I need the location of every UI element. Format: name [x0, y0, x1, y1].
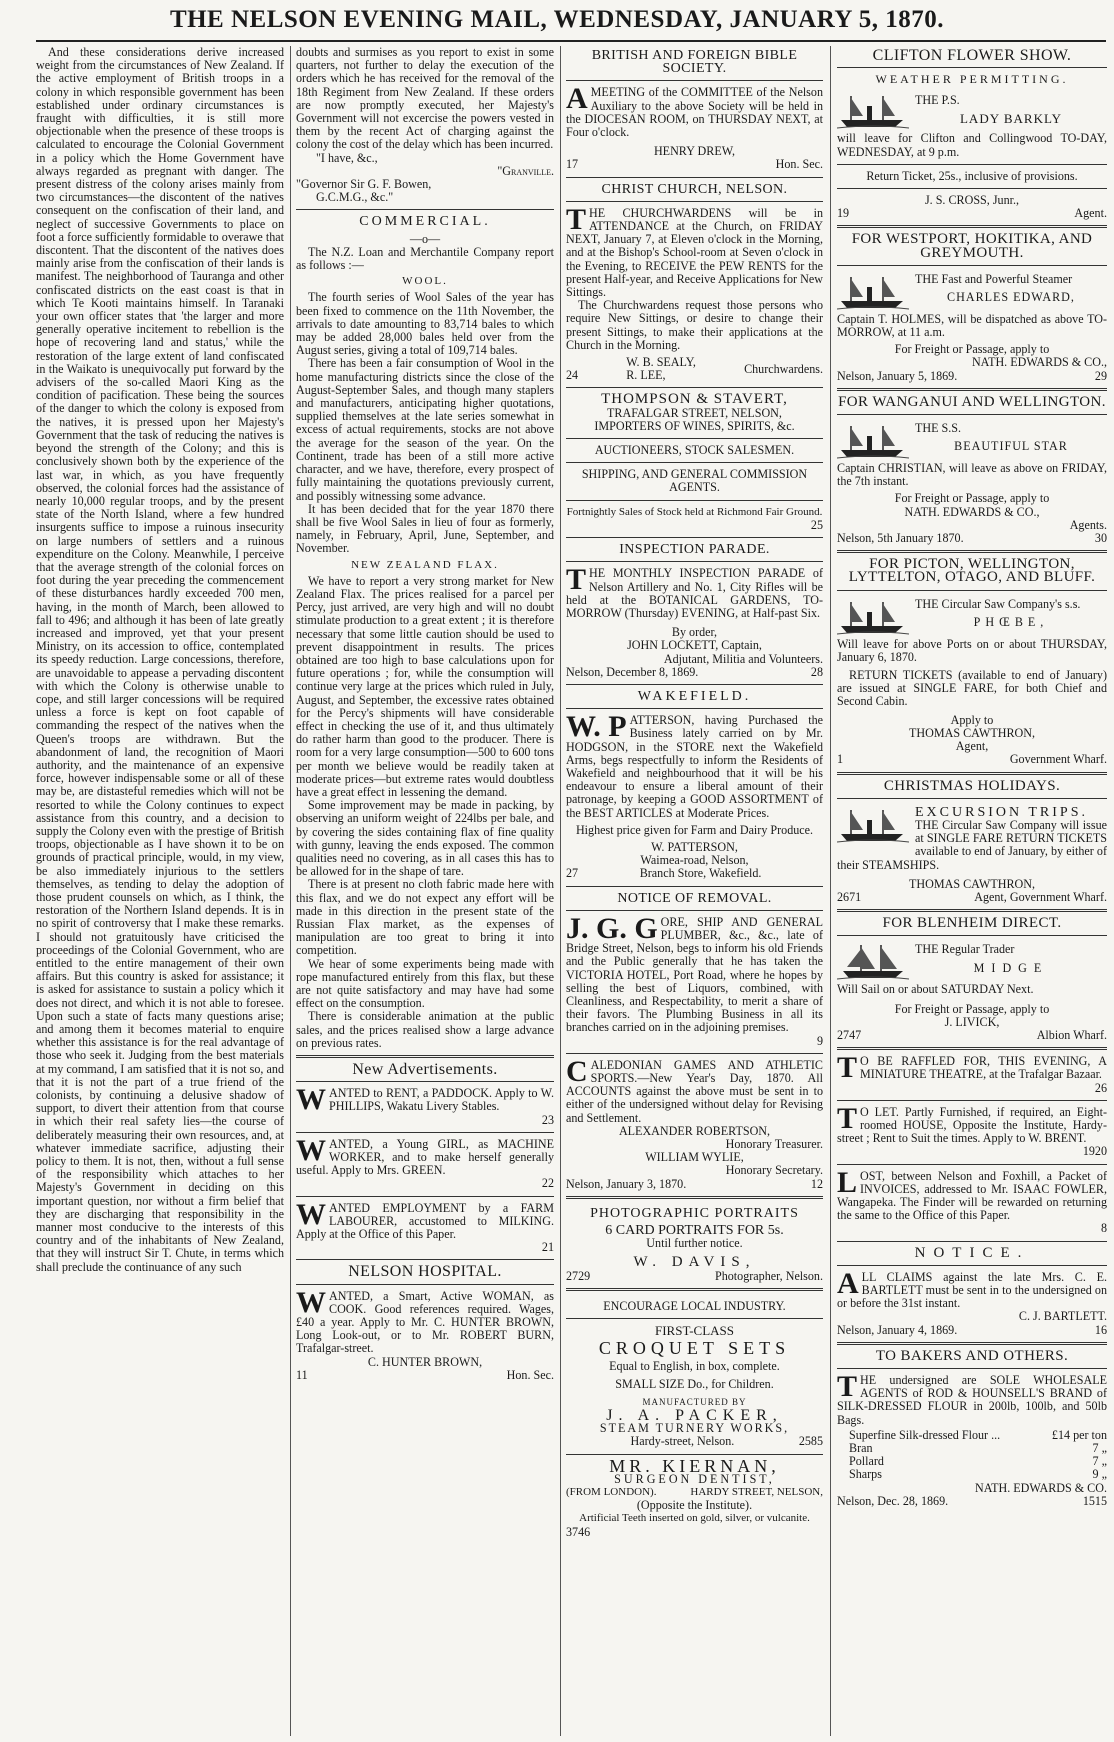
price-item: Sharps [849, 1467, 882, 1482]
ad-address: Branch Store, Wakefield. [639, 866, 762, 881]
ad-line: Highest price given for Farm and Dairy Produce. [575, 822, 814, 837]
divider [296, 1081, 554, 1082]
addressee: "Governor Sir G. F. Bowen, [296, 177, 432, 192]
divider [566, 537, 823, 538]
ad-text: OST, between Nelson and Foxhill, a Packet of INVOICES, addressed to Mr. ISAAC FOWLER, Wangapeka. The Finder will be rewarded on returning the same to the Office of this Paper. [837, 1169, 1107, 1223]
divider [566, 462, 823, 463]
inspection-heading: INSPECTION PARADE. [619, 542, 770, 558]
ad-text: O LET. Partly Furnished, if required, an Eight-roomed HOUSE, Opposite the Institute, Hardy-street ; Rent to Suit the times. Apply to W. BRENT. [837, 1105, 1107, 1146]
ad-address: Hardy-street, Nelson. [630, 1434, 735, 1449]
divider [837, 798, 1107, 799]
divider [837, 164, 1107, 165]
drop-cap: T [566, 206, 587, 236]
drop-cap: W. P [566, 714, 627, 744]
ad-number: 2585 [798, 1434, 823, 1449]
ad-text: O BE RAFFLED FOR, THIS EVENING, A MINIATURE THEATRE, at the Trafalgar Bazaar. [860, 1055, 1107, 1082]
price-value: 9 „ [1092, 1467, 1107, 1482]
flax-paragraph: We hear of some experiments being made with rope manufactured entirely from this flax, but these are not quite satisfactory and may have had some effect on the consumption. [296, 956, 554, 1011]
wool-paragraph: It has been decided that for the year 1870 there shall be five Wool Sales in lieu of four as formerly, namely, in February, April, June, September, and November. [296, 501, 554, 556]
ad-date: Nelson, January 5, 1869. [837, 368, 958, 383]
ad-line: Until further notice. [646, 1236, 743, 1251]
ad-line: Equal to English, in box, complete. [609, 1359, 780, 1374]
ad-signature: C. HUNTER BROWN, [367, 1354, 483, 1369]
drop-cap: T [566, 567, 587, 597]
ad-wanganui [837, 420, 1107, 545]
ad-employment [296, 1202, 554, 1255]
ad-heading: MR. KIERNAN, [609, 1459, 780, 1476]
divider [837, 590, 1107, 591]
divider [296, 1196, 554, 1197]
ad-caledonian [566, 1059, 823, 1191]
price-value: £14 per ton [1051, 1427, 1107, 1442]
wakefield-heading: WAKEFIELD. [637, 688, 752, 704]
divider [837, 1100, 1107, 1101]
ad-line: SMALL SIZE Do., for Children. [615, 1376, 774, 1391]
ad-signature: JOHN LOCKETT, Captain, [627, 638, 762, 653]
divider [296, 1132, 554, 1133]
ad-to-let [837, 1106, 1107, 1159]
divider [566, 177, 823, 178]
price-item: Bran [849, 1441, 873, 1456]
blenheim-heading: FOR BLENHEIM DIRECT. [882, 915, 1062, 932]
divider [837, 772, 1107, 775]
ad-bakers [837, 1374, 1107, 1508]
clifton-heading: CLIFTON FLOWER SHOW. [872, 47, 1072, 64]
ad-address: Government Wharf. [1009, 752, 1107, 767]
divider [566, 886, 823, 887]
flax-paragraph: There is considerable animation at the public sales, and the prices realised show a large advance on previous rates. [296, 1009, 554, 1050]
ad-text: ATTERSON, having Purchased the Business lately carried on by Mr. HODGSON, in the STORE next the Wakefield Arms, begs respectfully to inform the Residents of Wakefield and neighbourhood that it will be his endeavour to ensure a liberal amount of their patronage, by keeping a GOOD ASSORTMENT of the BEST ARTICLES at Moderate Prices. [566, 714, 823, 820]
hospital-heading: NELSON HOSPITAL. [348, 1263, 502, 1281]
ad-number: 11 [296, 1367, 308, 1382]
drop-cap: W [296, 1289, 326, 1319]
flax-heading: NEW ZEALAND FLAX. [351, 558, 499, 571]
bakers-heading: TO BAKERS AND OTHERS. [875, 1347, 1069, 1364]
ad-text: HE CHURCHWARDENS will be in ATTENDANCE at the Church, on FRIDAY NEXT, January 7, at Eleven o'clock in the Morning, and at the Bishop's School-room at Seven o'clock in the Evening, to RECEIVE the PEW RENTS for the present Half-year, and Receive Applications for New Sittings. [566, 206, 823, 300]
divider [837, 388, 1107, 391]
ad-line: STEAM TURNERY WORKS, [599, 1421, 790, 1436]
ship-name: PHŒBE, [973, 614, 1049, 629]
divider [837, 67, 1107, 68]
ad-westport [837, 271, 1107, 383]
ad-text: The Churchwardens request those persons who require New Sittings, or desire to change their present Sittings, to make their applications at the Church in the Morning. [566, 298, 823, 352]
divider [837, 265, 1107, 266]
ad-christ-church [566, 207, 823, 383]
ship-name: LADY BARKLY [959, 110, 1063, 126]
notice-heading: NOTICE. [914, 1244, 1030, 1261]
divider [296, 1055, 554, 1058]
divider [296, 209, 554, 210]
ad-text: Will Sail on or about SATURDAY Next. [837, 982, 1034, 997]
ad-paddock [296, 1087, 554, 1127]
ad-title: Churchwardens. [744, 361, 823, 376]
church-heading: CHRIST CHURCH, NELSON. [601, 181, 788, 197]
divider [566, 201, 823, 202]
flax-paragraph: Some improvement may be made in packing, by observing an uniform weight of 224lbs per bale, and by covering the sides containing flax of fine quality with gunny, leaving the ends exposed. The common qualities need no covering, as in all cases this has to be allowed for in the shape of tare. [296, 798, 554, 879]
ad-line: Return Ticket, 25s., inclusive of provisions. [866, 168, 1078, 183]
column-3 [566, 46, 823, 1736]
divider [837, 1265, 1107, 1266]
removal-heading: NOTICE OF REMOVAL. [617, 890, 772, 906]
ad-number: 19 [837, 206, 850, 221]
bible-heading: BRITISH AND FOREIGN BIBLE SOCIETY. [591, 48, 798, 77]
divider [837, 1164, 1107, 1165]
sailing-ship-icon [837, 943, 909, 981]
ad-line: FIRST-CLASS [655, 1323, 734, 1339]
ad-heading: ENCOURAGE LOCAL INDUSTRY. [603, 1298, 786, 1313]
steamship-icon [837, 422, 909, 460]
ad-title: Honorary Treasurer. [725, 1137, 823, 1152]
ad-dentist [566, 1460, 823, 1539]
divider [566, 1288, 823, 1291]
ad-number: 2747 [837, 1027, 862, 1042]
ad-title: Photographer, Nelson. [714, 1268, 823, 1283]
divider [296, 1284, 554, 1285]
ad-number: 23 [541, 1112, 554, 1127]
ad-line: For Freight or Passage, apply to [894, 491, 1050, 506]
divider [566, 708, 823, 709]
ad-text: RETURN TICKETS (available to end of January) are issued at SINGLE FARE, for both Chief and Second Cabin. [837, 668, 1107, 709]
ad-removal [566, 916, 823, 1048]
divider [566, 387, 823, 388]
drop-cap: W [296, 1137, 326, 1167]
ad-christmas [837, 804, 1107, 904]
divider [837, 414, 1107, 415]
ad-wakefield [566, 714, 823, 880]
ad-address: Waimea-road, Nelson, [640, 853, 749, 868]
ad-signature: J. A. PACKER, [606, 1407, 783, 1425]
christmas-heading: CHRISTMAS HOLIDAYS. [883, 777, 1061, 794]
ad-signature: NATH. EDWARDS & CO., [971, 355, 1107, 370]
column-divider [560, 46, 561, 1736]
ad-title: Agent, Government Wharf. [974, 889, 1107, 904]
ad-line: (FROM LONDON). [566, 1486, 657, 1499]
drop-cap: A [837, 1270, 859, 1300]
ad-date: Nelson, January 4, 1869. [837, 1322, 958, 1337]
ad-line: SHIPPING, AND GENERAL COMMISSION AGENTS. [581, 467, 808, 495]
ad-inspection-parade [566, 567, 823, 679]
ad-line: Artificial Teeth inserted on gold, silver, or vulcanite. [579, 1512, 810, 1525]
commercial-intro: The N.Z. Loan and Merchantile Company report as follows :— [296, 244, 554, 273]
price-item: Superfine Silk-dressed Flour ... [849, 1427, 1001, 1442]
ad-text: Captain T. HOLMES, will be dispatched as above TO-MORROW, at 11 a.m. [837, 311, 1107, 340]
drop-cap: W [296, 1201, 326, 1231]
ad-line: THE S.S. [915, 421, 962, 436]
signoff: "I have, &c., [316, 150, 378, 165]
divider [566, 910, 823, 911]
divider [566, 1454, 823, 1455]
ad-text: LL CLAIMS against the late Mrs. C. E. BARTLETT must be sent in to the undersigned on or before the 31st instant. [837, 1270, 1107, 1311]
divider [296, 1259, 554, 1260]
drop-cap: L [837, 1169, 858, 1199]
ad-raffle [837, 1055, 1107, 1095]
ad-signature: J. LIVICK, [944, 1014, 1000, 1029]
drop-cap: A [566, 86, 588, 116]
drop-cap: J. G. G [566, 915, 658, 945]
divider [837, 1342, 1107, 1345]
ad-heading: CROQUET SETS [598, 1338, 791, 1359]
price-row [849, 1468, 1107, 1481]
ad-address: HARDY STREET, NELSON, [690, 1486, 823, 1499]
divider [566, 684, 823, 685]
divider [566, 1053, 823, 1054]
price-table [837, 1429, 1107, 1482]
ad-address: TRAFALGAR STREET, NELSON, [607, 405, 782, 420]
price-item: Pollard [849, 1454, 884, 1469]
ad-text: ALEDONIAN GAMES AND ATHLETIC SPORTS.—New Year's Day, 1870. All ACCOUNTS against the above must be sent in to either of the undersigned without delay for Revising and Settlement. [566, 1058, 823, 1125]
ad-title: Agent, [955, 739, 989, 754]
price-row [849, 1455, 1107, 1468]
ad-picton [837, 596, 1107, 767]
ad-signature: WILLIAM WYLIE, [645, 1150, 744, 1165]
ad-number: 1920 [1082, 1144, 1107, 1159]
drop-cap: W [296, 1087, 326, 1117]
commercial-heading: COMMERCIAL. [359, 214, 491, 230]
ad-address: Albion Wharf. [1036, 1027, 1107, 1042]
divider [837, 225, 1107, 228]
ad-heading: EXCURSION TRIPS. [915, 804, 1088, 820]
new-ads-heading: New Advertisements. [352, 1061, 498, 1079]
steamship-icon [837, 598, 909, 636]
ad-signature: J. S. CROSS, Junr., [924, 193, 1020, 208]
ad-number: 8 [1100, 1221, 1107, 1236]
ad-number: 9 [816, 1033, 823, 1048]
ad-thompson-stavert [566, 393, 823, 532]
divider [566, 500, 823, 501]
divider [837, 550, 1107, 553]
ad-title: Adjutant, Militia and Volunteers. [663, 651, 823, 666]
flax-paragraph: We have to report a very strong market for New Zealand Flax. The prices realised for a parcel per Percy, just arrived, are very high and will no doubt stimulate production to a great extent ; it is therefore necessary that some little caution should be used to prevent disappointment in results. The prices obtained are too high to base calculations upon for future operations ; for, while the consumption will continue very large at the prices which ruled in July, August, and September, the excessive rates obtained for the Percy's shipments will have considerable effect in checking the use of it, and thus ultimately do rather harm than good to the producer. There is room for a very large consumption—500 to 600 tons per month we believe would be readily taken at moderate prices—but extreme rates would doubtless have a great effect in lessening the demand. [296, 573, 554, 799]
addressee-title: G.C.M.G., &c." [316, 190, 394, 205]
ad-bible-society [566, 86, 823, 171]
ad-line: AUCTIONEERS, STOCK SALESMEN. [594, 443, 795, 458]
divider [837, 935, 1107, 936]
steamship-icon [837, 273, 909, 311]
ad-signature: R. LEE, [626, 368, 666, 383]
flax-paragraph: There is at present no cloth fabric made here with this flax, and we do not expect any effort will be made in this direction in the present state of the Russian Flax market, as the expenses of manipulation are too great to bring it into competition. [296, 877, 554, 958]
wool-heading: WOOL. [402, 275, 448, 288]
ad-date: Nelson, December 8, 1869. [566, 664, 699, 679]
ad-number: 29 [1094, 368, 1107, 383]
ad-text: ANTED, a Young GIRL, as MACHINE WORKER, and to make herself generally useful. Apply to Mrs. GREEN. [296, 1137, 554, 1178]
divider [837, 1368, 1107, 1369]
ad-number: 12 [810, 1176, 823, 1191]
column-2 [296, 46, 554, 1736]
ornament: —o— [409, 231, 441, 246]
divider [566, 561, 823, 562]
ad-line: THE Regular Trader [915, 942, 1015, 957]
masthead: THE NELSON EVENING MAIL, WEDNESDAY, JANUARY 5, 1870. [169, 6, 945, 33]
divider [837, 1241, 1107, 1242]
ad-line: THE P.S. [915, 93, 960, 108]
ad-number: 2729 [566, 1268, 591, 1283]
ad-title: Hon. Sec. [775, 157, 823, 172]
divider [566, 1196, 823, 1199]
ad-photographic [566, 1204, 823, 1283]
drop-cap: T [837, 1374, 858, 1403]
drop-cap: T [837, 1105, 858, 1135]
divider [837, 1047, 1107, 1050]
ad-line: IMPORTERS OF WINES, SPIRITS, &c. [594, 418, 795, 433]
ad-text: Captain CHRISTIAN, will leave as above on FRIDAY, the 7th instant. [837, 461, 1107, 489]
ad-text: THE Circular Saw Company will issue at SINGLE FARE RETURN TICKETS available to end of January, by either of their STEAMSHIPS. [837, 817, 1107, 872]
ad-number: 17 [566, 157, 579, 172]
ad-signature: C. J. BARTLETT. [1018, 1309, 1107, 1324]
ad-title: Agent. [1074, 206, 1107, 221]
ad-line: (Opposite the Institute). [636, 1498, 753, 1513]
ad-number: 28 [810, 664, 823, 679]
ad-signature: W. PATTERSON, [651, 839, 738, 854]
divider [566, 1318, 823, 1319]
column-divider [830, 46, 831, 1736]
ad-signature: HENRY DREW, [653, 144, 736, 159]
wool-paragraph: There has been a fair consumption of Wool in the home manufacturing districts since the close of the August-September Sales, and though many staplers and manufacturers, anticipating higher quotations, supplied themselves at the late series somewhat in excess of actual requirements, stocks are not above the average for the season of the year. On the Continent, trade has been of a still more active character, and we have, therefore, every prospect of fully maintaining the quotations previously current, and possibly witnessing some advance. [296, 356, 554, 503]
divider [566, 80, 823, 81]
ad-number: 26 [1094, 1080, 1107, 1095]
drop-cap: C [566, 1058, 588, 1088]
drop-cap: T [837, 1055, 858, 1085]
ship-name: MIDGE [973, 960, 1049, 975]
ad-text: Will leave for above Ports on or about THURSDAY, January 6, 1870. [837, 636, 1107, 664]
ad-girl [296, 1138, 554, 1191]
ad-number: 2671 [837, 889, 862, 904]
wool-paragraph: The fourth series of Wool Sales of the year has been fixed to commence on the 11th November, the arrivals to date amounting to 83,714 bales to which may be added 28,000 bales held over from the August series, giving a total of 109,714 bales. [296, 290, 554, 358]
ad-signature: W. B. SEALY, [626, 355, 696, 370]
divider [837, 909, 1107, 912]
ad-title: Hon. Sec. [506, 1367, 554, 1382]
price-value: 7 „ [1092, 1454, 1107, 1469]
ad-text: ANTED EMPLOYMENT by a FARM LABOURER, accustomed to MILKING. Apply at the Office of this Paper. [296, 1201, 554, 1242]
ad-number: 24 [566, 368, 579, 383]
ad-line: For Freight or Passage, apply to [894, 342, 1050, 357]
westport-heading: FOR WESTPORT, HOKITIKA, AND GREYMOUTH. [851, 231, 1093, 261]
ad-text: HE undersigned are SOLE WHOLESALE AGENTS of ROD & HOUNSELL'S BRAND of SILK-DRESSED FLOUR in 200lb, 100lb, and 50lb Bags. [837, 1374, 1107, 1427]
signature: "Granville. [497, 163, 554, 178]
ad-line: Fortnightly Sales of Stock held at Richmond Fair Ground. [566, 505, 823, 518]
ad-signature: THOMAS CAWTHRON, [908, 725, 1035, 740]
price-row [849, 1442, 1107, 1455]
ad-date: Nelson, Dec. 28, 1869. [837, 1493, 949, 1508]
divider [837, 188, 1107, 189]
ad-clifton [837, 90, 1107, 220]
price-row [849, 1429, 1107, 1442]
masthead-rule [36, 40, 1106, 42]
wanganui-heading: FOR WANGANUI AND WELLINGTON. [838, 393, 1106, 410]
ad-title: Honorary Secretary. [725, 1163, 823, 1178]
ad-text: ANTED, a Smart, Active WOMAN, as COOK. Good references required. Wages, £40 a year. Apply to Mr. C. HUNTER BROWN, Long Look-out, or to Mr. ROBERT BURN, Trafalgar-street. [296, 1289, 554, 1356]
ad-line: MANUFACTURED BY [642, 1396, 747, 1407]
ad-text: ORE, SHIP AND GENERAL PLUMBER, &c., &c., late of Bridge Street, Nelson, begs to inform his old Friends and the Public generally that he has taken the VICTORIA HOTEL, Port Road, where he hopes by selling the best of Liquors, combined, with Cleanliness, and Respectability, to merit a share of their favors. The Plumbing Business in all its branches carried on in the adjoining premises. [566, 915, 823, 1035]
ad-heading: THOMPSON & STAVERT, [601, 393, 788, 408]
ad-text: HE MONTHLY INSPECTION PARADE of Nelson Artillery and No. 1, City Rifles will be held at the BOTANICAL GARDENS, TO-MORROW (Thursday) EVENING, at Half-past Six. [566, 567, 823, 620]
ad-heading: PHOTOGRAPHIC PORTRAITS [590, 1205, 799, 1221]
ad-number: 21 [541, 1240, 554, 1255]
ad-date: Nelson, January 3, 1870. [566, 1176, 687, 1191]
ad-text: ANTED to RENT, a PADDOCK. Apply to W. PHILLIPS, Wakatu Livery Stables. [329, 1087, 554, 1114]
ad-number: 16 [1094, 1322, 1107, 1337]
ad-blenheim [837, 941, 1107, 1042]
ad-number: 27 [566, 866, 579, 881]
price-value: 7 „ [1092, 1441, 1107, 1456]
steamship-icon [837, 806, 909, 844]
column-divider [290, 46, 291, 1736]
ad-number: 22 [541, 1176, 554, 1191]
ad-number: 1 [837, 752, 844, 767]
ad-line: By order, [671, 625, 718, 640]
ad-line: Apply to [950, 712, 994, 727]
ad-signature: THOMAS CAWTHRON, [908, 876, 1035, 891]
ad-number: 3746 [566, 1524, 591, 1539]
ad-signature: NATH. EDWARDS & CO., [904, 504, 1040, 519]
article-continued: doubts and surmises as you report to exist in some quarters, not further to delay the execution of the orders which he has received for the removal of the 18th Regiment from New Zealand. If these orders are now promptly executed, her Majesty's Government will not excercise the powers vested in them by the recent Act of charging against the colony the cost of the delay which has been incurred. [296, 46, 554, 152]
column-4 [837, 46, 1107, 1736]
ad-line: WEATHER PERMITTING. [875, 72, 1069, 87]
ship-name: CHARLES EDWARD, [947, 290, 1075, 305]
column-1 [36, 46, 284, 1736]
ad-signature: W. DAVIS, [633, 1254, 756, 1271]
ad-line: For Freight or Passage, apply to [894, 1001, 1050, 1016]
ad-number: 1515 [1082, 1493, 1107, 1508]
ad-signature: NATH. EDWARDS & CO. [974, 1480, 1107, 1495]
ad-signature: ALEXANDER ROBERTSON, [618, 1123, 771, 1138]
ad-notice [837, 1271, 1107, 1337]
steamship-icon [837, 92, 909, 130]
ad-date: Nelson, 5th January 1870. [837, 531, 964, 546]
article-text: And these considerations derive increased weight from the circumstances of New Zealand. If the active employment of British troops in a colony in which responsible government has been established under ordinary circumstances is fraught with difficulties, it is still more objectionable when the presence of these troops is calculated to encourage the Colonial Government in a policy which the Home Government have always regarded as pregnant with danger. The present distress of the colony arises mainly from two circumstances—the discontent of the natives consequent on the confiscation of their land, and neglect of successive Governments to place on foot a force sufficiently formidable to overawe that discontent. That the discontent of the natives does mainly arise from the confiscation of their lands is manifest. The neighborhood of Tauranga and other confiscated districts on the east coast is that in which Te Kooti maintains himself. In Taranaki your own officer states that 'the larger and more generally operative incitement to rebellion is the hope of recovering land and status,' while the restoration of the large extent of land confiscated in the Waikato is unequivocally put forward by the advisers of the so-called Maori King as the condition of pacification. These being the sources of the danger to which the colony is exposed from the natives, it is pressed upon her Majesty's Government that the task of reducing the natives is beyond the strength of the Colony; and this is conclusively shown both by the experience of the last war, in which, as you have frequently observed, the colonial forces had the assistance of nearly 10,000 regular troops, and by the present state of the North Island, where a few hundred insurgents suffice to impose a ruinous insecurity on large numbers of settlers and a ruinous expenditure on the Colony. Meanwhile, I perceive that the average strength of the colonial forces on foot during the year preceding the commencement of these disturbances hardly exceeded 700 men, having, in the month of March, been allowed to fall to 496; and although it has been of late greatly increased and improved, yet that your present Ministry, on its accession to office, contemplated its speedy reduction. Large concessions, therefore, are unavoidable to appease a pervading discontent with which the Colony is otherwise unable to cope, and still larger concessions will be required unless a force is kept on foot capable of commanding the respect of the natives when the Queen's troops are withdrawn. But the abandonment of land, the recognition of Maori authority, and the maintenance of an expensive force, however indispensable some or all of these may be, are distasteful remedies which will not be resorted to while the Colony continues to expect assistance from this country, and a decision to supply the Colony even with the prestige of British troops, objectionable as I have shown it to be on grounds of practical principle, would, in my view, be also immediately injurious to the settlers themselves, as tending to delay the adoption of those prudent counsels on which, as I think, the restoration of the Northern Island depends. It is in no spirit of controversy that I make these remarks. I should not gratuitously have criticised the proceedings of the Colonial Government, who are entitled to the entire management of their own affairs. But this country is asked for assistance; it is asked for assistance to sustain a policy which it does not direct, and which it is not able to foresee. Upon such a state of facts many questions arise; and among them it becomes material to enquire whether this assistance is for the real advantage of those who seek it. Judging from the best materials at my command, I am satisfied that it is not so, and that it is not the part of a true friend of the colonists, by continuing a delusive shadow of support, to divert their attention from that course in which their real safety lies—the course of deliberately measuring their own resources, and, at whatever immediate sacrifice, adjusting their policy to them. It is not, then, without a full sense of the responsibility which attaches to her Majesty's Government in deciding on this important question, nor without a firm belief that they are discharging that responsibility in the manner most conducive to the interests of this country and of the inhabitants of New Zealand, that they will instruct Sir T. Chute, in terms which shall preclude the continuance of any such [36, 46, 284, 1274]
ad-line: THE Fast and Powerful Steamer [915, 271, 1073, 286]
divider [566, 438, 823, 439]
ad-croquet [566, 1296, 823, 1449]
ad-hospital [296, 1290, 554, 1382]
ad-number: 30 [1094, 531, 1107, 546]
ad-line: THE Circular Saw Company's s.s. [915, 596, 1081, 611]
picton-heading: FOR PICTON, WELLINGTON, LYTTELTON, OTAGO, AND BLUFF. [848, 556, 1096, 586]
ad-title: Agents. [1069, 517, 1107, 532]
ad-number: 25 [810, 517, 823, 532]
ad-lost [837, 1170, 1107, 1236]
ad-text: MEETING of the COMMITTEE of the Nelson Auxiliary to the above Society will be held in the DIOCESAN ROOM, on THURSDAY NEXT, at Four o'clock. [566, 86, 823, 140]
ad-line: SURGEON DENTIST, [614, 1471, 775, 1486]
ad-text: will leave for Clifton and Collingwood TO-DAY, WEDNESDAY, at 9 p.m. [837, 131, 1107, 159]
ad-line: 6 CARD PORTRAITS FOR 5s. [605, 1223, 784, 1239]
ship-name: BEAUTIFUL STAR [954, 439, 1068, 454]
